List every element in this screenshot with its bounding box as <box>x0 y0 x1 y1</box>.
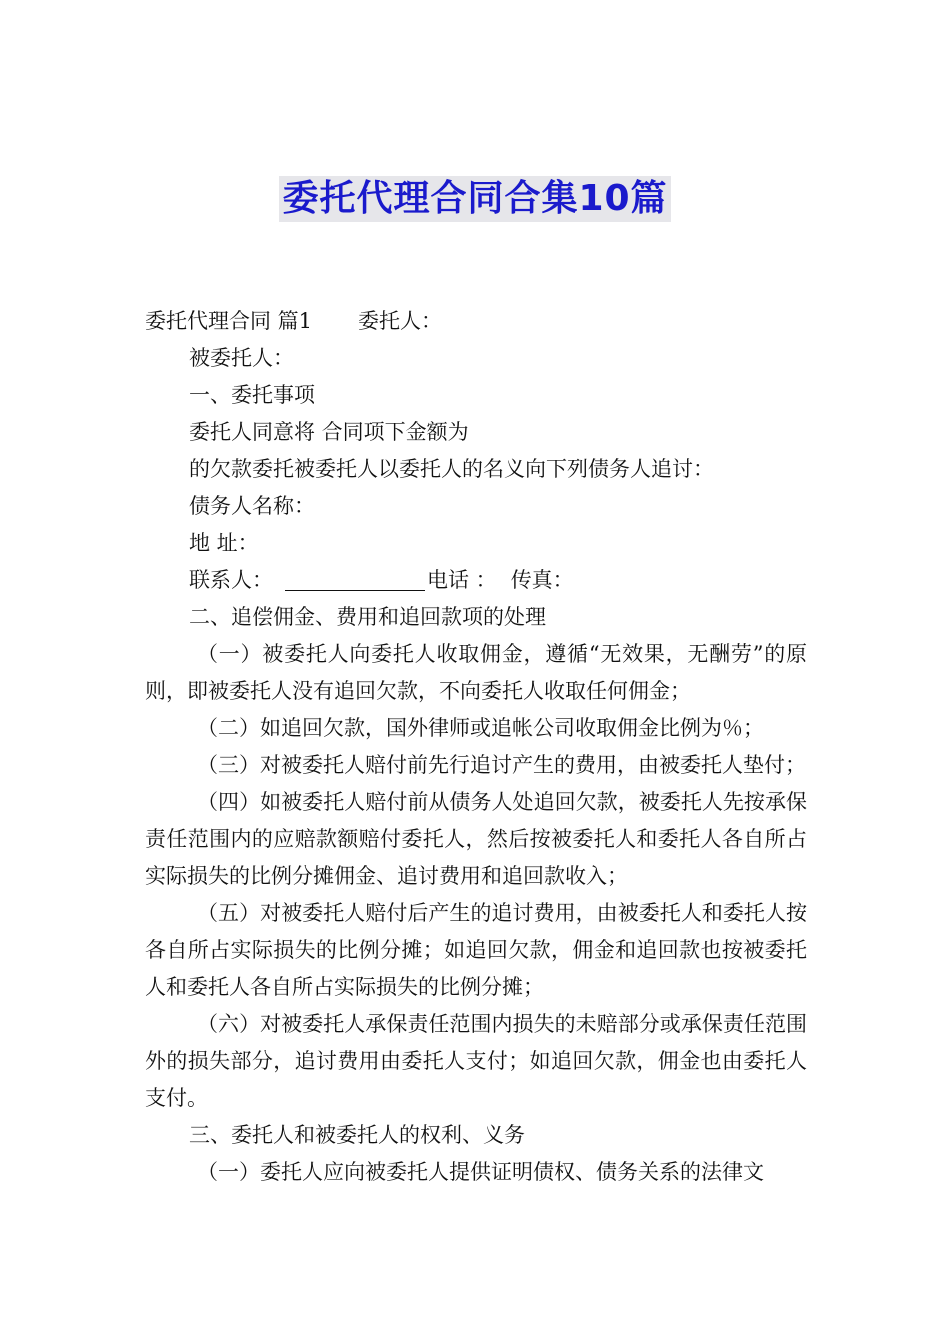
paragraph-2-1: （一）被委托人向委托人收取佣金，遵循“无效果，无酬劳”的原则，即被委托人没有追回欠款，不向委托人收取任何佣金； <box>145 642 807 703</box>
paragraph-2-4: （四）如被委托人赔付前从债务人处追回欠款，被委托人先按承保责任范围内的应赔款额赔付委托人，然后按被委托人和委托人各自所占实际损失的比例分摊佣金、追讨费用和追回款收入； <box>145 790 807 888</box>
contract-heading: 委托代理合同 篇1 <box>145 309 313 333</box>
debt-line: 的欠款委托被委托人以委托人的名义向下列债务人追讨： <box>189 457 714 481</box>
section-1-title: 一、委托事项 <box>189 383 315 407</box>
paragraph-2-2: （二）如追回欠款，国外律师或追帐公司收取佣金比例为％； <box>197 716 764 740</box>
agent-label: 被委托人： <box>189 346 294 370</box>
paragraph-2-3: （三）对被委托人赔付前先行追讨产生的费用，由被委托人垫付； <box>197 753 806 777</box>
amount-line: 委托人同意将 合同项下金额为 <box>189 420 469 444</box>
section-3-title: 三、委托人和被委托人的权利、义务 <box>189 1123 525 1147</box>
section-2-title: 二、追偿佣金、费用和追回款项的处理 <box>189 605 546 629</box>
client-label: 委托人： <box>358 309 443 333</box>
paragraph-3-1: （一）委托人应向被委托人提供证明债权、债务关系的法律文 <box>197 1160 764 1184</box>
address-line: 地 址： <box>189 531 259 555</box>
document-title: 委托代理合同合集10篇 <box>279 176 670 222</box>
paragraph-2-5: （五）对被委托人赔付后产生的追讨费用，由被委托人和委托人按各自所占实际损失的比例分摊；如追回欠款，佣金和追回款也按被委托人和委托人各自所占实际损失的比例分摊； <box>145 901 807 999</box>
contact-line <box>145 562 807 599</box>
first-line <box>145 303 807 340</box>
title-container <box>0 176 950 222</box>
contact-blank-underline <box>285 568 425 591</box>
phone-label: 电话 ： <box>427 568 497 592</box>
contact-label: 联系人： <box>189 568 273 592</box>
paragraph-2-6: （六）对被委托人承保责任范围内损失的未赔部分或承保责任范围外的损失部分，追讨费用由委托人支付；如追回欠款，佣金也由委托人支付。 <box>145 1012 807 1110</box>
debtor-name-line: 债务人名称： <box>189 494 315 518</box>
document-body <box>145 303 807 1191</box>
fax-label: 传真： <box>510 568 574 592</box>
